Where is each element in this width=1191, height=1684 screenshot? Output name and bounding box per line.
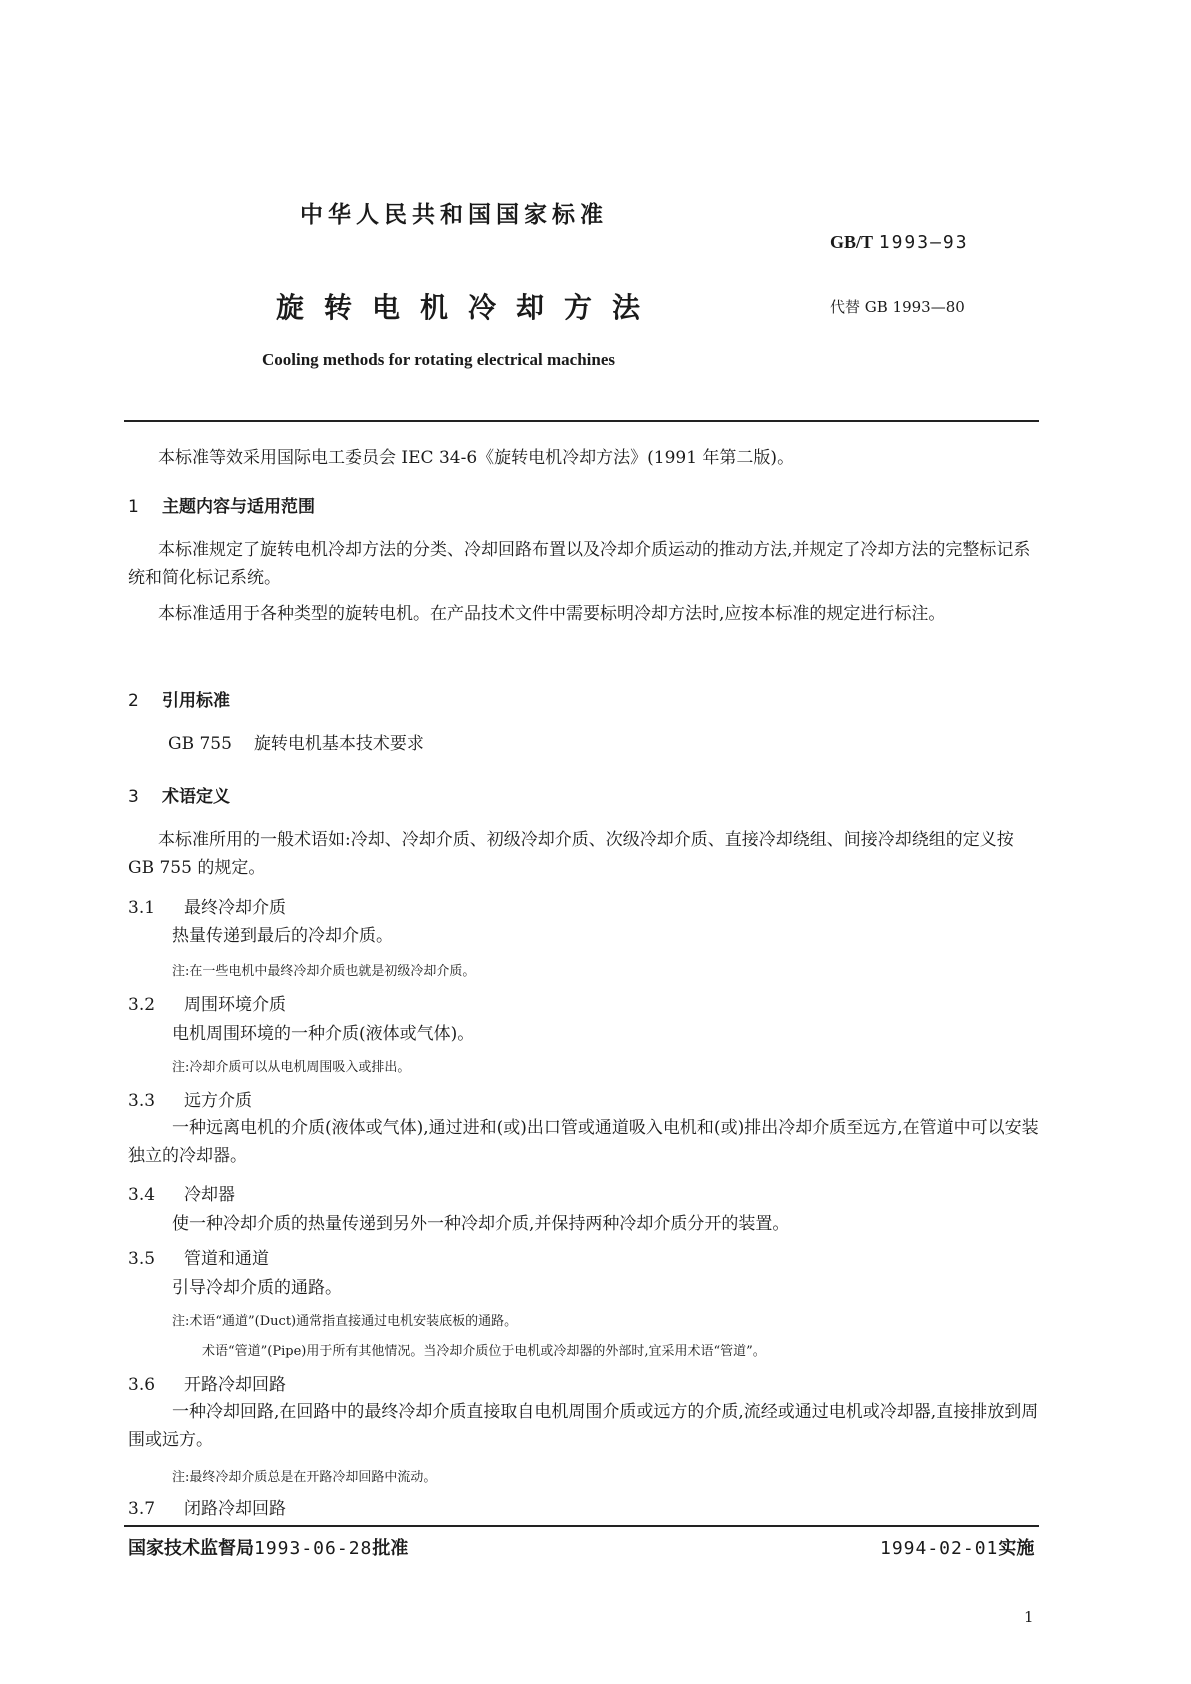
clause-title: 远方介质 — [184, 1091, 252, 1111]
reference-standard — [168, 730, 424, 758]
issuing-authority: 国家技术监督局 — [128, 1538, 254, 1559]
clause-3-4-heading — [128, 1180, 235, 1205]
clause-number: 3.2 — [128, 995, 156, 1015]
section-number: 1 — [128, 497, 139, 517]
header-divider — [124, 420, 1039, 422]
clause-3-4-text: 使一种冷却介质的热量传递到另外一种冷却介质,并保持两种冷却介质分开的装置。 — [172, 1214, 790, 1234]
clause-3-1-heading — [128, 893, 286, 918]
clause-title: 最终冷却介质 — [184, 898, 286, 918]
section-1-paragraph-2: 本标准适用于各种类型的旋转电机。在产品技术文件中需要标明冷却方法时,应按本标准的规定进行标注。 — [158, 604, 946, 624]
clause-title: 冷却器 — [184, 1185, 235, 1205]
section-3-paragraph: 本标准所用的一般术语如:冷却、冷却介质、初级冷却介质、次级冷却介质、直接冷却绕组、间接冷却绕组的定义按 GB 755 的规定。 — [128, 830, 1014, 878]
english-title: Cooling methods for rotating electrical machines — [262, 350, 616, 369]
standard-number-value: 1993—93 — [878, 232, 969, 253]
effective-line — [880, 1534, 1034, 1560]
national-standard-heading: 中华人民共和国国家标准 — [300, 202, 608, 228]
clause-3-6-heading — [128, 1370, 286, 1395]
clause-number: 3.3 — [128, 1091, 156, 1111]
section-number: 3 — [128, 787, 139, 807]
clause-3-5-note-1: 注:术语“通道”(Duct)通常指直接通过电机安装底板的通路。 — [172, 1314, 518, 1329]
clause-3-2-text: 电机周围环境的一种介质(液体或气体)。 — [172, 1024, 475, 1044]
approval-date: 1993-06-28 — [254, 1538, 373, 1559]
clause-3-6-text: 一种冷却回路,在回路中的最终冷却介质直接取自电机周围介质或远方的介质,流经或通过电机或冷却器,直接排放到周围或远方。 — [128, 1402, 1039, 1450]
section-number: 2 — [128, 691, 139, 711]
section-2-heading — [128, 686, 230, 711]
section-1-heading — [128, 492, 315, 517]
page-number: 1 — [1024, 1608, 1034, 1626]
clause-3-2-note: 注:冷却介质可以从电机周围吸入或排出。 — [172, 1060, 411, 1075]
clause-title: 闭路冷却回路 — [184, 1499, 286, 1519]
clause-title: 开路冷却回路 — [184, 1375, 286, 1395]
section-title: 引用标准 — [162, 691, 230, 711]
replaces-standard: 代替 GB 1993—80 — [830, 298, 965, 316]
clause-title: 管道和通道 — [184, 1249, 269, 1269]
section-3-heading — [128, 782, 230, 807]
clause-3-7-heading — [128, 1494, 286, 1519]
standard-number-prefix: GB/T — [830, 232, 874, 252]
section-title: 术语定义 — [162, 787, 230, 807]
clause-number: 3.4 — [128, 1185, 156, 1205]
reference-title: 旋转电机基本技术要求 — [253, 734, 424, 754]
approval-line — [128, 1534, 408, 1560]
clause-number: 3.7 — [128, 1499, 156, 1519]
effective-label: 实施 — [998, 1538, 1035, 1559]
intro-paragraph: 本标准等效采用国际电工委员会 IEC 34-6《旋转电机冷却方法》(1991 年第二版)。 — [158, 448, 795, 468]
reference-code: GB 755 — [168, 734, 232, 754]
document-title: 旋转电机冷却方法 — [276, 291, 661, 324]
section-1-paragraph-1: 本标准规定了旋转电机冷却方法的分类、冷却回路布置以及冷却介质运动的推动方法,并规定了冷却方法的完整标记系统和简化标记系统。 — [128, 540, 1031, 588]
clause-title: 周围环境介质 — [184, 995, 286, 1015]
clause-3-3-heading — [128, 1086, 252, 1111]
approval-label: 批准 — [372, 1538, 409, 1559]
clause-3-2-heading — [128, 990, 286, 1015]
effective-date: 1994-02-01 — [880, 1538, 999, 1559]
standard-number — [830, 232, 969, 253]
clause-3-5-heading — [128, 1244, 269, 1269]
clause-3-6-note: 注:最终冷却介质总是在开路冷却回路中流动。 — [172, 1470, 437, 1485]
clause-3-3-text: 一种远离电机的介质(液体或气体),通过进和(或)出口管或通道吸入电机和(或)排出冷却介质至远方,在管道中可以安装独立的冷却器。 — [128, 1118, 1039, 1166]
clause-number: 3.1 — [128, 898, 156, 918]
clause-3-5-note-2: 术语“管道”(Pipe)用于所有其他情况。当冷却介质位于电机或冷却器的外部时,宜采用术语“管道”。 — [202, 1344, 766, 1359]
footer-divider — [124, 1525, 1039, 1527]
clause-number: 3.6 — [128, 1375, 156, 1395]
clause-3-5-text: 引导冷却介质的通路。 — [172, 1278, 342, 1298]
clause-number: 3.5 — [128, 1249, 156, 1269]
clause-3-1-text: 热量传递到最后的冷却介质。 — [172, 926, 393, 946]
clause-3-1-note: 注:在一些电机中最终冷却介质也就是初级冷却介质。 — [172, 964, 476, 979]
section-title: 主题内容与适用范围 — [162, 497, 315, 517]
